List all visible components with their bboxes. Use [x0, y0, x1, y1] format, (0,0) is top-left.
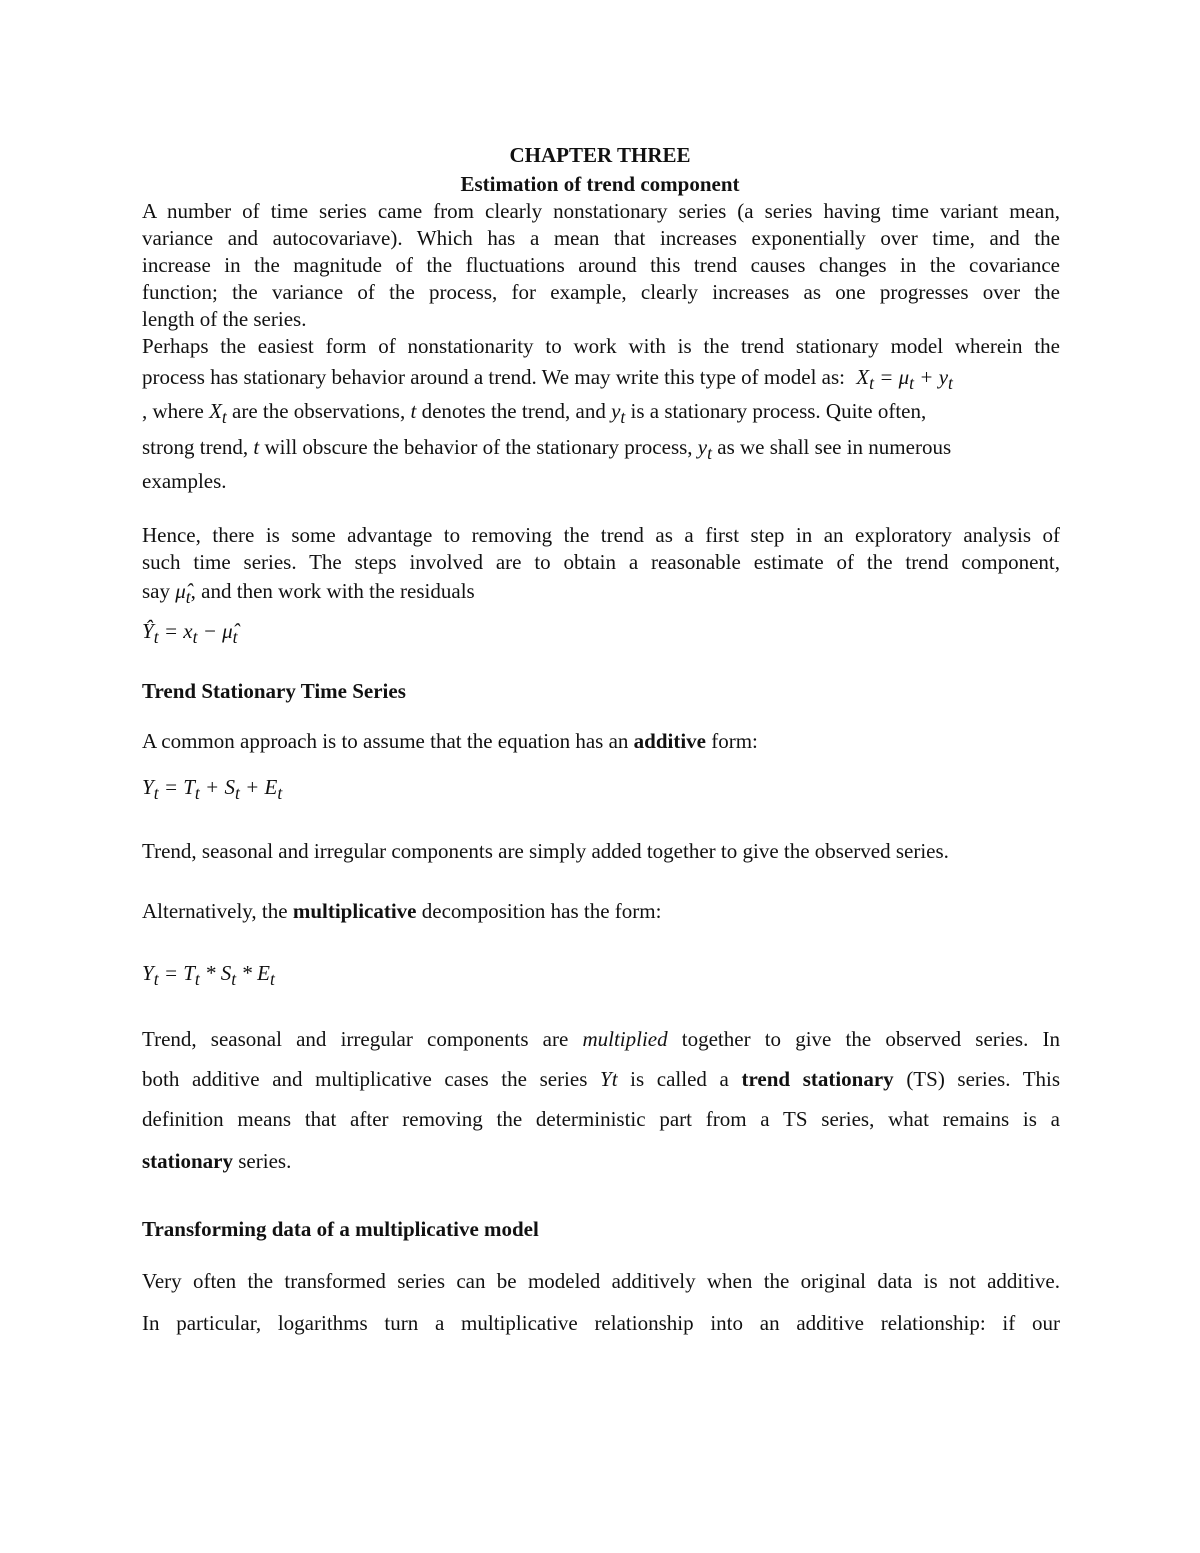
p7-l2-bold: trend stationary	[741, 1067, 894, 1091]
p1-line2: variance and autocovariave). Which has a mean that increases exponentially over time, and the	[142, 226, 1060, 250]
model-equation: $X_t = \mu_t + y_t$	[856, 365, 953, 394]
p7-line2	[142, 1066, 1060, 1092]
multiplicative-equation: $Y_t = T_t * S_t * E_t$	[142, 961, 275, 990]
p2-line2	[142, 364, 1060, 396]
var-t: t	[410, 399, 417, 423]
p2-l3b: are the observations,	[232, 399, 406, 423]
p2-l4c: as we shall see in numerous	[717, 435, 952, 459]
p8-line1: Very often the transformed series can be modeled additively when the original data is not additive.	[142, 1269, 1060, 1293]
p3-line3	[142, 578, 1060, 610]
p4-b: form:	[711, 729, 758, 753]
p7-l4-bold: stationary	[142, 1149, 233, 1173]
residual-equation: $Ŷ_t = x_t$ − $\mû_t$	[142, 619, 238, 648]
chapter-subtitle: Estimation of trend component	[460, 172, 740, 196]
additive-equation: $Y_t = T_t + S_t + E_t$	[142, 775, 283, 804]
p1-line3: increase in the magnitude of the fluctuations around this trend causes changes in the covariance	[142, 253, 1060, 277]
p6-a: Alternatively, the	[142, 899, 288, 923]
p2-line1: Perhaps the easiest form of nonstationarity to work with is the trend stationary model wherein the	[142, 334, 1060, 358]
p7-l1-italic: multiplied	[582, 1027, 668, 1051]
p7-line4	[142, 1148, 1060, 1174]
p7-l1a: Trend, seasonal and irregular components are	[142, 1027, 569, 1051]
heading-trend-stationary: Trend Stationary Time Series	[142, 679, 406, 703]
p7-line3: definition means that after removing the deterministic part from a TS series, what remains is a	[142, 1107, 1060, 1131]
p5-line: Trend, seasonal and irregular components are simply added together to give the observed series.	[142, 839, 949, 863]
p3-line1: Hence, there is some advantage to removing the trend as a first step in an exploratory analysis of	[142, 523, 1060, 547]
p3-l3b: , and then work with the residuals	[190, 579, 475, 603]
mu-hat: $\mû_t$	[175, 579, 191, 608]
p7-line1	[142, 1026, 1060, 1052]
p1-line1: A number of time series came from clearly nonstationary series (a series having time variant mean,	[142, 199, 1060, 223]
var-t2: t	[253, 435, 260, 459]
p7-l2a: both additive and multiplicative cases the series	[142, 1067, 588, 1091]
p2-line4	[142, 434, 1060, 466]
p2-l3d: is a stationary process. Quite often,	[630, 399, 927, 423]
p3-line2: such time series. The steps involved are to obtain a reasonable estimate of the trend component,	[142, 550, 1060, 574]
chapter-title: CHAPTER THREE	[509, 143, 691, 167]
p2-line3	[142, 398, 1060, 430]
p1-line5: length of the series.	[142, 307, 307, 331]
p7-l4b: series.	[238, 1149, 292, 1173]
p4-line	[142, 728, 1060, 754]
p2-line2-text: process has stationary behavior around a trend. We may write this type of model as:	[142, 365, 845, 389]
p2-l3a: , where	[142, 399, 204, 423]
p4-bold: additive	[633, 729, 706, 753]
p3-l3a: say	[142, 579, 170, 603]
p7-l1b: together to give the observed series. In	[681, 1027, 1060, 1051]
p7-l2-italic: Yt	[600, 1067, 618, 1091]
var-y: $y_t$	[611, 399, 626, 428]
p6-b: decomposition has the form:	[421, 899, 662, 923]
p2-l4a: strong trend,	[142, 435, 249, 459]
p2-l4b: will obscure the behavior of the stationary process,	[264, 435, 693, 459]
p6-bold: multiplicative	[292, 899, 417, 923]
p7-l2b: is called a	[630, 1067, 729, 1091]
p2-l3c: denotes the trend, and	[421, 399, 606, 423]
p8-line2: In particular, logarithms turn a multiplicative relationship into an additive relationship: if our	[142, 1311, 1060, 1335]
var-X: $X_t$	[209, 399, 227, 428]
p4-a: A common approach is to assume that the equation has an	[142, 729, 629, 753]
p7-l2c: (TS) series. This	[906, 1067, 1061, 1091]
p2-line5: examples.	[142, 469, 227, 493]
p6-line	[142, 898, 1060, 924]
p1-line4: function; the variance of the process, for example, clearly increases as one progresses over the	[142, 280, 1060, 304]
var-y2: $y_t$	[697, 435, 712, 464]
heading-transforming: Transforming data of a multiplicative model	[142, 1217, 539, 1241]
